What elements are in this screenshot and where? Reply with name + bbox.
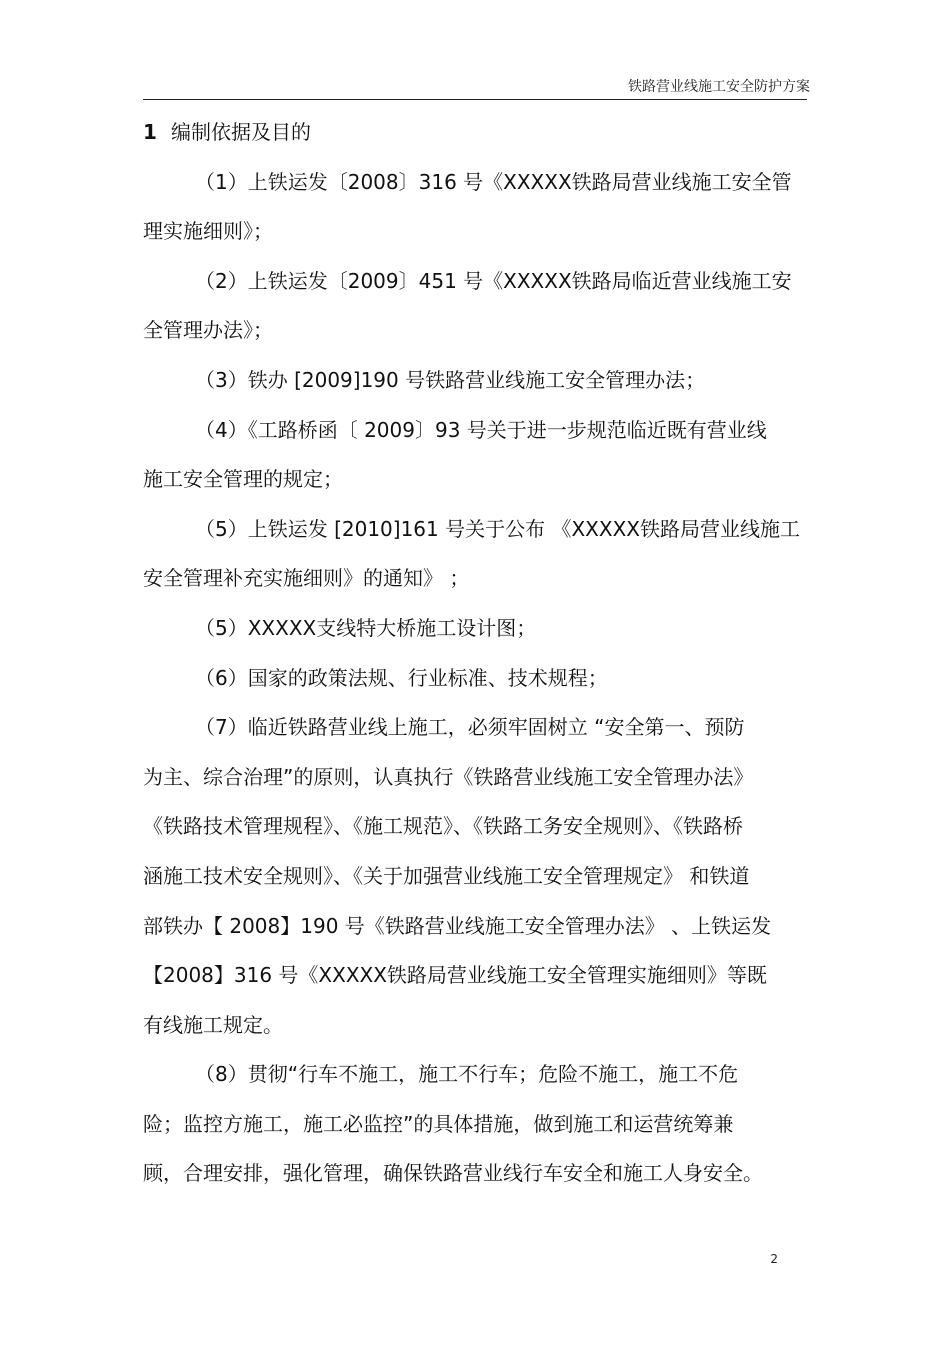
text-line: 顾，合理安排，强化管理，确保铁路营业线行车安全和施工人身安全。 — [143, 1161, 763, 1186]
page-header-title: 铁路营业线施工安全防护方案 — [628, 79, 810, 95]
text-line: 【2008】316 号《XXXXX铁路局营业线施工安全管理实施细则》等既 — [143, 963, 767, 988]
document-body — [143, 117, 813, 1208]
section-heading — [143, 117, 813, 167]
text-line: 理实施细则》； — [143, 219, 273, 244]
text-line: （7）临近铁路营业线上施工，必须牢固树立 “安全第一、预防 — [195, 715, 745, 740]
text-line: 涵施工技术安全规则》、《关于加强营业线施工安全管理规定》 和铁道 — [143, 863, 750, 888]
text-line: （5）上铁运发 [2010]161 号关于公布 《XXXXX铁路局营业线施工 — [195, 516, 800, 541]
text-line: （4）《工路桥函〔 2009〕93 号关于进一步规范临近既有营业线 — [195, 417, 767, 442]
text-line: （1）上铁运发〔2008〕316 号《XXXXX铁路局营业线施工安全管 — [195, 169, 792, 194]
header-divider — [143, 99, 807, 100]
text-line: （6）国家的政策法规、行业标准、技术规程； — [195, 665, 608, 690]
section-title: 编制依据及目的 — [171, 120, 311, 144]
page-number: 2 — [770, 1252, 778, 1266]
text-line: 为主、综合治理”的原则，认真执行《铁路营业线施工安全管理办法》 — [143, 764, 754, 789]
text-line: 部铁办【 2008】190 号《铁路营业线施工安全管理办法》 、上铁运发 — [143, 913, 772, 938]
text-line: 险；监控方施工，施工必监控”的具体措施，做到施工和运营统筹兼 — [143, 1111, 734, 1136]
text-line: 《铁路技术管理规程》、《施工规范》、《铁路工务安全规则》、《铁路桥 — [143, 814, 743, 839]
text-line: 安全管理补充实施细则》的通知》 ； — [143, 566, 470, 591]
section-number: 1 — [143, 120, 157, 144]
text-line: 全管理办法》； — [143, 318, 273, 343]
text-line: （2）上铁运发〔2009〕451 号《XXXXX铁路局临近营业线施工安 — [195, 268, 792, 293]
text-line: （5）XXXXX支线特大桥施工设计图； — [195, 615, 537, 640]
text-line: （8）贯彻“行车不施工，施工不行车；危险不施工，施工不危 — [195, 1062, 739, 1087]
paragraph-lines — [143, 167, 813, 1208]
text-line: 有线施工规定。 — [143, 1012, 283, 1037]
text-line: 施工安全管理的规定； — [143, 467, 343, 492]
text-line: （3）铁办 [2009]190 号铁路营业线施工安全管理办法； — [195, 367, 706, 392]
